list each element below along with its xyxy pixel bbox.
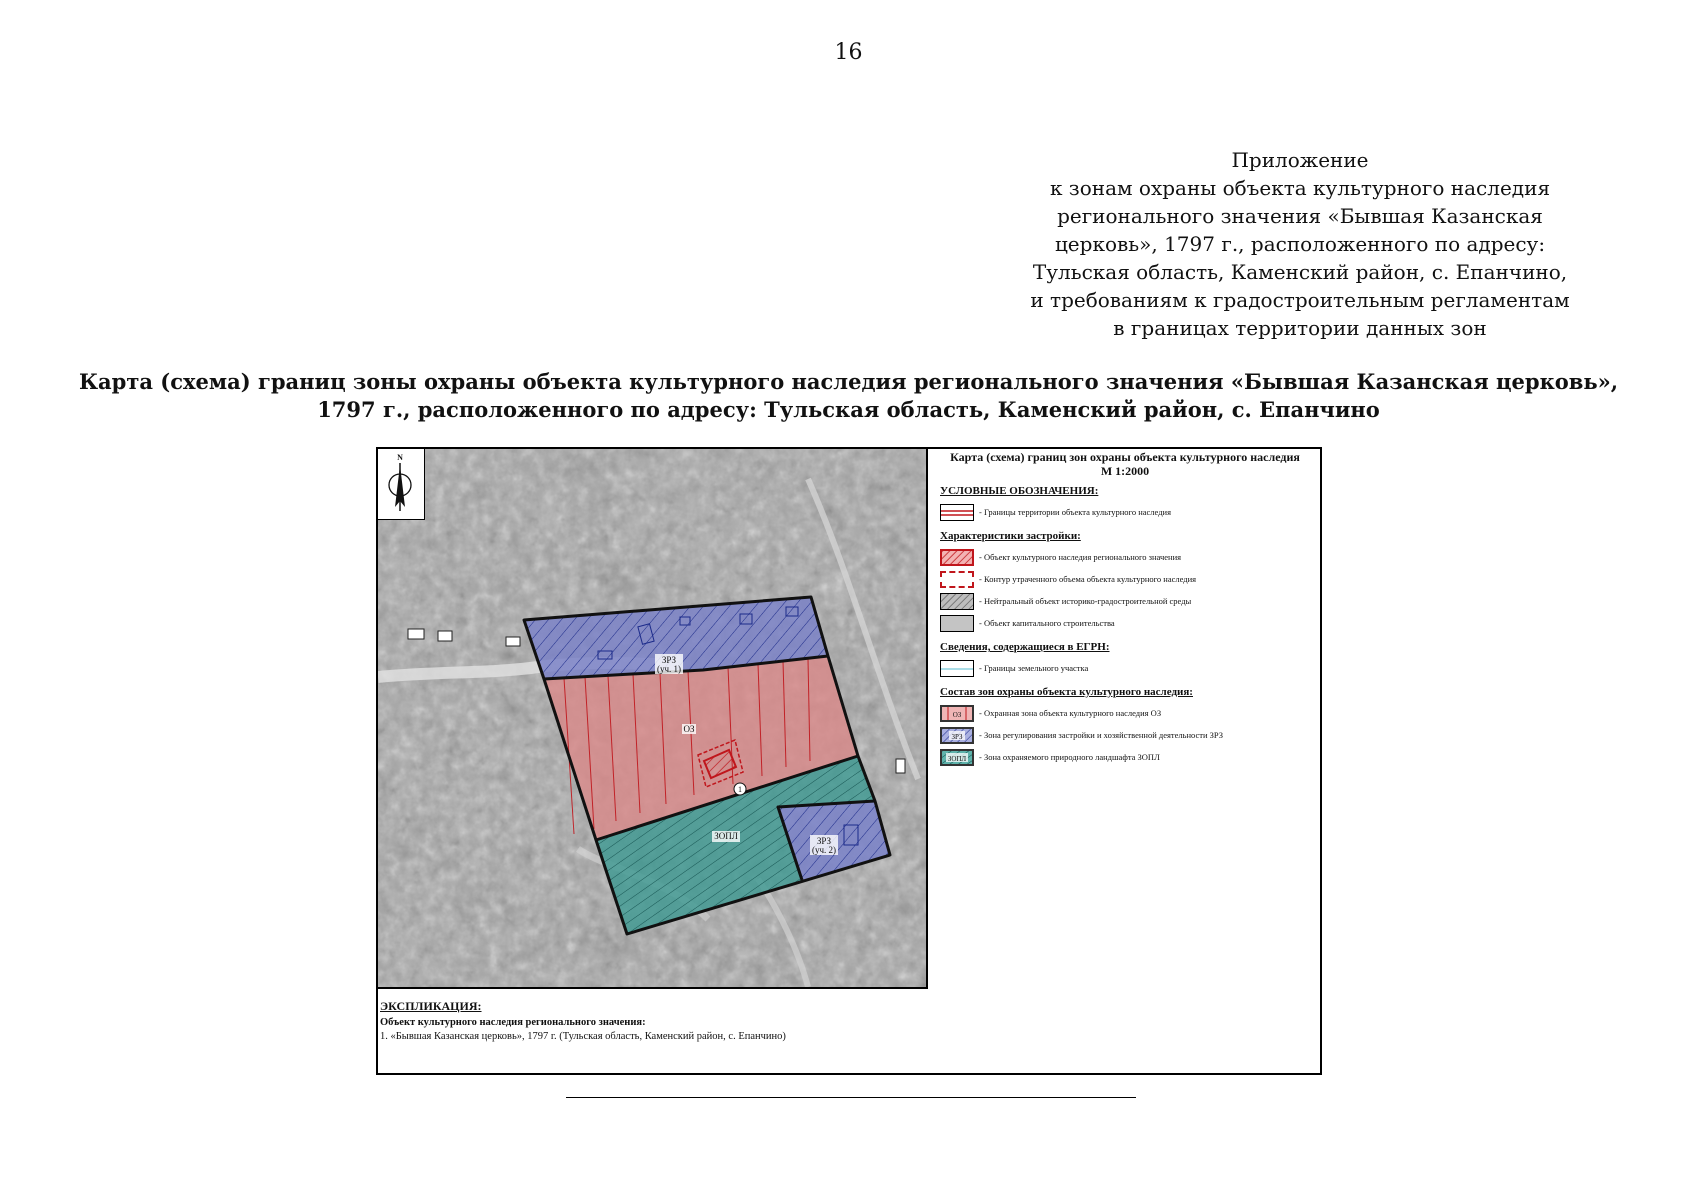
- north-arrow-icon: [378, 449, 425, 520]
- legend-item-neutral-object: [940, 590, 1320, 612]
- zone-code: ЗРЗ: [951, 732, 963, 741]
- legend-heading: УСЛОВНЫЕ ОБОЗНАЧЕНИЯ:: [940, 485, 1099, 497]
- appendix-line: и требованиям к градостроительным регламентам: [1030, 288, 1570, 312]
- legend-item-heritage-object: [940, 546, 1320, 568]
- legend-label: - Границы территории объекта культурного наследия: [979, 507, 1171, 517]
- zone-code: ЗОПЛ: [947, 754, 967, 763]
- building: [438, 631, 452, 641]
- legend-title: Карта (схема) границ зон охраны объекта культурного наследия: [950, 450, 1300, 464]
- land-plot-swatch-icon: [940, 660, 974, 677]
- legend-label: - Границы земельного участка: [979, 663, 1089, 673]
- appendix-line: церковь», 1797 г., расположенного по адресу:: [1054, 232, 1546, 256]
- zone-label-zrz1: ЗРЗ: [661, 655, 677, 665]
- zone-label-zrz1-part: (уч. 1): [656, 664, 682, 674]
- zone-code: ОЗ: [952, 710, 962, 719]
- boundary-swatch-icon: [940, 504, 974, 521]
- zone-zopl-swatch-icon: [940, 749, 974, 766]
- object-number: 1: [738, 785, 742, 794]
- legend-item-zone-oz: [940, 702, 1320, 724]
- zone-label-oz: ОЗ: [683, 724, 695, 734]
- zone-oz-swatch-icon: [940, 705, 974, 722]
- map-scale: М 1:2000: [1100, 464, 1150, 478]
- capital-building-swatch-icon: [940, 615, 974, 632]
- appendix-line: в границах территории данных зон: [1113, 316, 1487, 340]
- document-title: [0, 368, 1697, 424]
- north-marker: N: [397, 453, 403, 462]
- explication-subheading: Объект культурного наследия регионального значения:: [380, 1017, 646, 1028]
- legend-item-land-plot: [940, 657, 1320, 679]
- legend-item-lost-volume: [940, 568, 1320, 590]
- legend-item-boundary: [940, 501, 1320, 523]
- legend-label: - Объект культурного наследия регионального значения: [979, 552, 1182, 562]
- appendix-line: к зонам охраны объекта культурного наследия: [1049, 176, 1551, 200]
- legend-label: - Зона регулирования застройки и хозяйственной деятельности ЗРЗ: [979, 730, 1224, 740]
- zone-label-zrz2-part: (уч. 2): [811, 845, 837, 855]
- aerial-map: [378, 449, 928, 989]
- aerial-map-canvas: [378, 449, 926, 987]
- legend-label: - Нейтральный объект историко-градостроительной среды: [979, 596, 1192, 606]
- neutral-object-swatch-icon: [940, 593, 974, 610]
- explication-heading: ЭКСПЛИКАЦИЯ:: [380, 999, 482, 1013]
- legend-item-zone-zopl: [940, 746, 1320, 768]
- legend-label: - Объект капитального строительства: [979, 618, 1115, 628]
- legend-heading: Состав зон охраны объекта культурного наследия:: [940, 686, 1193, 698]
- document-title-line: Карта (схема) границ зоны охраны объекта культурного наследия регионального значения «Бывшая Казанская церковь»,: [78, 369, 1619, 394]
- map-legend: [930, 449, 1320, 763]
- page-number: 16: [834, 40, 863, 65]
- map-frame: [376, 447, 1322, 1075]
- zone-label-zopl: ЗОПЛ: [714, 831, 738, 841]
- building: [408, 629, 424, 639]
- appendix-line: Приложение: [1231, 148, 1369, 172]
- legend-item-zone-zrz: [940, 724, 1320, 746]
- lost-volume-swatch-icon: [940, 571, 974, 588]
- legend-heading: Характеристики застройки:: [940, 530, 1081, 542]
- appendix-line: регионального значения «Бывшая Казанская: [1057, 204, 1543, 228]
- closing-line: [566, 1097, 1136, 1098]
- document-title-line: 1797 г., расположенного по адресу: Тульская область, Каменский район, с. Епанчино: [317, 397, 1380, 422]
- legend-label: - Контур утраченного объема объекта культурного наследия: [979, 574, 1197, 584]
- building: [896, 759, 905, 773]
- zone-label-zrz2: ЗРЗ: [816, 836, 832, 846]
- explication: [380, 999, 786, 1044]
- explication-item: 1. «Бывшая Казанская церковь», 1797 г. (Тульская область, Каменский район, с. Епанчино): [380, 1031, 786, 1042]
- heritage-object-swatch-icon: [940, 549, 974, 566]
- legend-label: - Зона охраняемого природного ландшафта ЗОПЛ: [979, 752, 1160, 762]
- legend-heading: Сведения, содержащиеся в ЕГРН:: [940, 641, 1110, 653]
- appendix-header: [1020, 146, 1580, 342]
- appendix-line: Тульская область, Каменский район, с. Епанчино,: [1032, 260, 1568, 284]
- legend-item-capital-building: [940, 612, 1320, 634]
- zone-zrz-swatch-icon: [940, 727, 974, 744]
- legend-label: - Охранная зона объекта культурного наследия ОЗ: [979, 708, 1162, 718]
- building: [506, 637, 520, 646]
